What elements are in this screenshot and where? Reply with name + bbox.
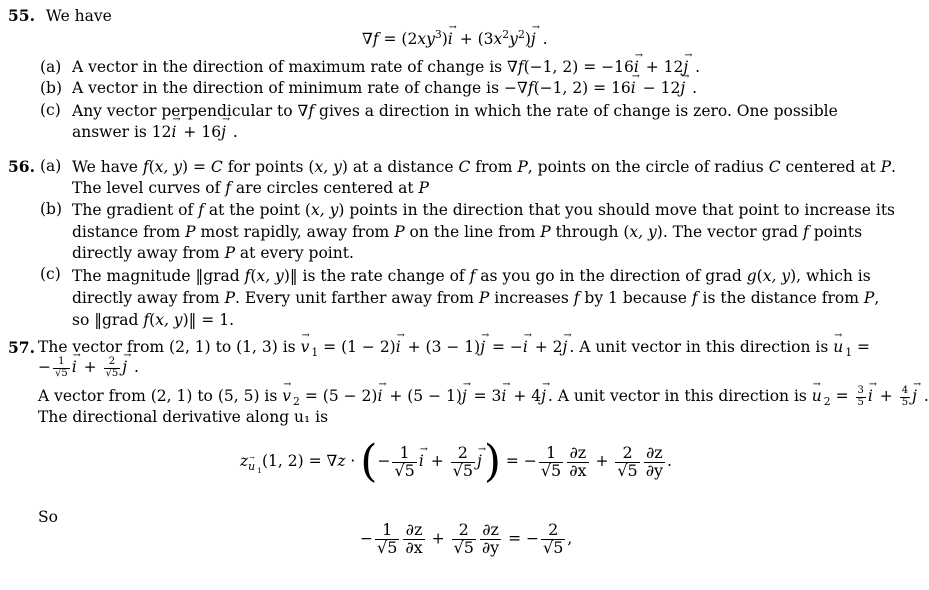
part-56a-text: We have f(x, y) = C for points (x, y) at a distance C from P, points on the circle of radius C centered at P. The level curves of f are circles centered at P: [72, 158, 896, 197]
part-label: (c): [40, 265, 61, 283]
part-label: (b): [40, 200, 63, 218]
p57-line1-cont: − $\frac{1}{√5}$ → i + $\frac{2}{√5}$ → j .: [38, 357, 139, 379]
problem-57: [8, 338, 35, 357]
part-label: (a): [40, 58, 62, 76]
part-55c: [40, 101, 61, 119]
problem-number: 56.: [8, 157, 35, 176]
directional-derivative-eq: z→ $_{u _1}$(1, 2) = ∇z · (− $\frac{1}{√5}$ → i + $\frac{2}{√5}$ → j) = − $\frac{1}{√5}$ $\frac{\partial z}{\partial x}$ + $\frac{2}{√5}$ $\frac{\partial z}{\partial y}$ .: [240, 440, 672, 484]
part-56a: [40, 157, 61, 175]
so-text: So: [38, 508, 58, 526]
part-56b-text: The gradient of f at the point (x, y) points in the direction that you should move that point to increase its distance from P most rapidly, away from P on the line from P through (x, y). The vector grad f points directly away from P at every point.: [72, 201, 896, 262]
final-equation: − $\frac{1}{√5}$ $\frac{\partial z}{\partial x}$ + $\frac{2}{√5}$ $\frac{\partial z}{\partial y}$ = − $\frac{2}{√5}$ ,: [360, 520, 573, 557]
math-render: $\nabla f = (2xy^3)\to i + (3x^2y^2)\to j$ .: [362, 30, 548, 48]
gradient-equation: [362, 28, 548, 48]
part-55a: [40, 58, 61, 76]
p57-line2: A vector from (2, 1) to (5, 5) is → v $_2$ = (5 − 2)→ i + (5 − 1)→ j = 3→ i + 4→ j . A unit vector in this direction is → u $_2$ = $\frac{3}{5}$ → i + $\frac{4}{5}$ → j .: [38, 386, 929, 408]
p57-line3: [38, 408, 328, 426]
part-55b: [40, 79, 62, 97]
so-label: [38, 508, 58, 526]
p57-line1: The vector from (2, 1) to (1, 3) is → v $_1$ = (1 − 2)→ i + (3 − 1)→ j = −→ i + 2→ j . A unit vector in this direction is → u $_1$ =: [38, 338, 870, 359]
problem-55: [8, 6, 112, 25]
part-55a-text: A vector in the direction of maximum rate of change is ∇f(−1, 2) = −16→ i + 12→ j .: [72, 58, 700, 76]
problem-number: 55.: [8, 6, 35, 25]
part-label: (b): [40, 79, 63, 97]
line3-text: The directional derivative along u₁ is: [38, 408, 329, 426]
part-55c-text: Any vector perpendicular to ∇f gives a direction in which the rate of change is zero. One possible answer is 12→ i + 16→ j .: [72, 101, 898, 143]
part-56c-text: The magnitude ‖grad f(x, y)‖ is the rate change of f as you go in the direction of grad g(x, y), which is directly away from P. Every unit farther away from P increases f by 1 because f is the distance from P, so ‖grad f(x, y)‖ = 1.: [72, 267, 880, 329]
problem-56: [8, 157, 35, 176]
problem-number: 57.: [8, 338, 35, 357]
part-label: (c): [40, 101, 61, 119]
part-label: (a): [40, 157, 62, 175]
part-55b-text: A vector in the direction of minimum rate of change is −∇f(−1, 2) = 16→ i − 12→ j .: [72, 79, 697, 97]
problem-intro: We have: [45, 7, 112, 25]
part-56b: [40, 200, 62, 218]
part-56c: [40, 265, 61, 283]
